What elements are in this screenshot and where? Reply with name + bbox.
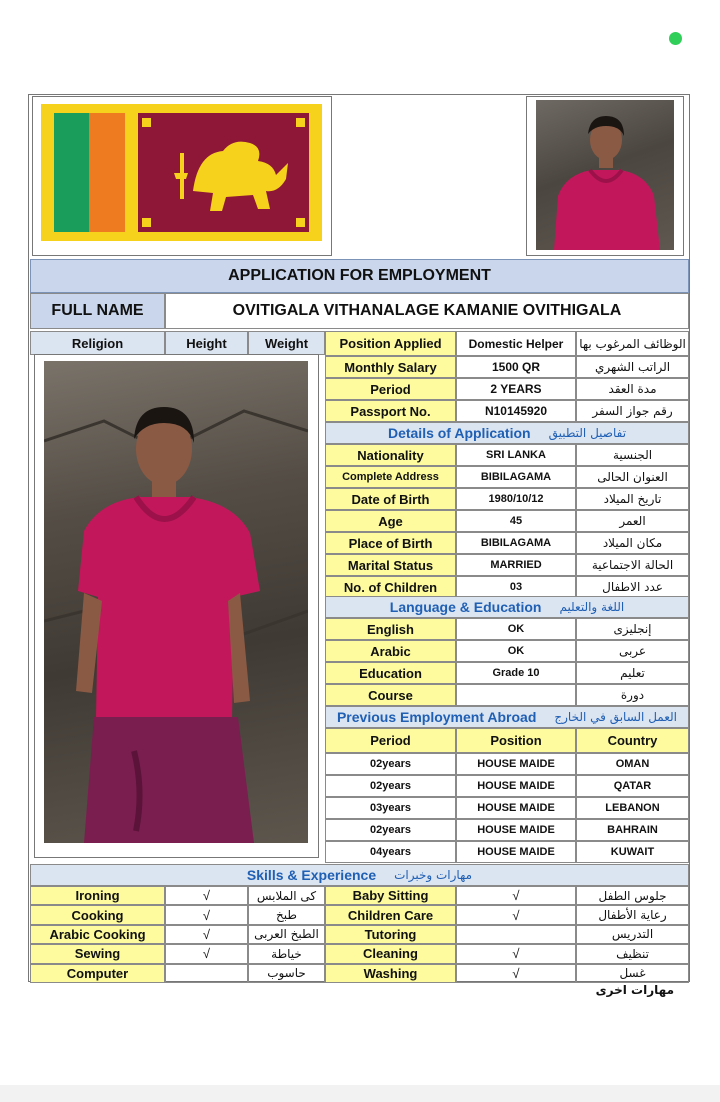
skill-checkmark: √	[456, 964, 576, 983]
skill-arabic: حاسوب	[248, 964, 325, 983]
applicant-photo-small	[536, 100, 674, 250]
application-arabic: مكان الميلاد	[576, 532, 689, 554]
skill-name: Children Care	[325, 905, 456, 924]
skill-checkmark: √	[165, 905, 248, 924]
weight-header: Weight	[248, 331, 325, 355]
skill-name: Washing	[325, 964, 456, 983]
height-header: Height	[165, 331, 248, 355]
skill-checkmark: √	[165, 886, 248, 905]
language-label: Course	[325, 684, 456, 706]
skill-checkmark	[456, 925, 576, 944]
application-value: MARRIED	[456, 554, 576, 576]
application-arabic: العنوان الحالى	[576, 466, 689, 488]
skill-checkmark: √	[165, 944, 248, 963]
details-value: 2 YEARS	[456, 378, 576, 400]
skill-name: Sewing	[30, 944, 165, 963]
skill-name: Computer	[30, 964, 165, 983]
skill-arabic: تنظيف	[576, 944, 689, 963]
sri-lanka-flag-icon	[41, 104, 322, 241]
other-skills-label: مهارات اخرى	[595, 983, 674, 997]
application-label: Nationality	[325, 444, 456, 466]
skill-name: Arabic Cooking	[30, 925, 165, 944]
skill-checkmark: √	[456, 944, 576, 963]
employment-country: QATAR	[576, 775, 689, 797]
skill-arabic: طبخ	[248, 905, 325, 924]
skill-checkmark: √	[456, 886, 576, 905]
form-title	[30, 259, 689, 293]
application-arabic: الحالة الاجتماعية	[576, 554, 689, 576]
language-arabic: تعليم	[576, 662, 689, 684]
employment-period: 03years	[325, 797, 456, 819]
skill-name: Baby Sitting	[325, 886, 456, 905]
employment-country: LEBANON	[576, 797, 689, 819]
details-label: Period	[325, 378, 456, 400]
employment-period: 02years	[325, 753, 456, 775]
employment-period: 02years	[325, 819, 456, 841]
application-value: 1980/10/12	[456, 488, 576, 510]
employment-position: HOUSE MAIDE	[456, 775, 576, 797]
details-label: Monthly Salary	[325, 356, 456, 378]
application-label: Complete Address	[325, 466, 456, 488]
skill-arabic: الطبخ العربى	[248, 925, 325, 944]
details-value: Domestic Helper	[456, 331, 576, 356]
skill-arabic: رعاية الأطفال	[576, 905, 689, 924]
skill-arabic: غسل	[576, 964, 689, 983]
language-arabic: إنجليزى	[576, 618, 689, 640]
application-value: SRI LANKA	[456, 444, 576, 466]
skill-name: Cooking	[30, 905, 165, 924]
skill-arabic: جلوس الطفل	[576, 886, 689, 905]
employment-period: 04years	[325, 841, 456, 863]
language-value: OK	[456, 618, 576, 640]
section-language: Language & Education اللغة والتعليم	[325, 596, 689, 618]
application-arabic: تاريخ الميلاد	[576, 488, 689, 510]
skill-arabic: التدريس	[576, 925, 689, 944]
employment-country: OMAN	[576, 753, 689, 775]
application-arabic: عدد الاطفال	[576, 576, 689, 598]
application-value: 03	[456, 576, 576, 598]
details-value: 1500 QR	[456, 356, 576, 378]
employment-country: KUWAIT	[576, 841, 689, 863]
skill-checkmark: √	[165, 925, 248, 944]
full-name-label: FULL NAME	[30, 293, 165, 329]
skill-checkmark	[165, 964, 248, 983]
employment-country: BAHRAIN	[576, 819, 689, 841]
application-label: Date of Birth	[325, 488, 456, 510]
application-label: Marital Status	[325, 554, 456, 576]
employment-header-position: Position	[456, 728, 576, 753]
application-value: BIBILAGAMA	[456, 532, 576, 554]
skill-arabic: خياطة	[248, 944, 325, 963]
language-label: Arabic	[325, 640, 456, 662]
skill-name: Cleaning	[325, 944, 456, 963]
bottom-bar	[0, 1085, 720, 1102]
application-value: 45	[456, 510, 576, 532]
language-value: OK	[456, 640, 576, 662]
employment-header-period: Period	[325, 728, 456, 753]
form-title-text: APPLICATION FOR EMPLOYMENT	[228, 267, 491, 284]
language-arabic: عربى	[576, 640, 689, 662]
employment-position: HOUSE MAIDE	[456, 819, 576, 841]
details-arabic: مدة العقد	[576, 378, 689, 400]
details-label: Position Applied	[325, 331, 456, 356]
employment-header-country: Country	[576, 728, 689, 753]
status-indicator	[669, 32, 682, 45]
employment-position: HOUSE MAIDE	[456, 753, 576, 775]
skill-name: Tutoring	[325, 925, 456, 944]
section-application: Details of Application تفاصيل التطبيق	[325, 422, 689, 444]
details-arabic: الراتب الشهري	[576, 356, 689, 378]
details-value: N10145920	[456, 400, 576, 422]
language-label: English	[325, 618, 456, 640]
details-arabic: الوظائف المرغوب بها	[576, 331, 689, 356]
employment-position: HOUSE MAIDE	[456, 841, 576, 863]
application-arabic: الجنسية	[576, 444, 689, 466]
language-value: Grade 10	[456, 662, 576, 684]
skill-checkmark: √	[456, 905, 576, 924]
skill-arabic: كى الملابس	[248, 886, 325, 905]
section-skills: Skills & Experience مهارات وخبرات	[30, 864, 689, 886]
employment-position: HOUSE MAIDE	[456, 797, 576, 819]
application-label: Age	[325, 510, 456, 532]
application-label: Place of Birth	[325, 532, 456, 554]
language-label: Education	[325, 662, 456, 684]
application-label: No. of Children	[325, 576, 456, 598]
application-arabic: العمر	[576, 510, 689, 532]
applicant-photo-large	[44, 361, 308, 843]
application-value: BIBILAGAMA	[456, 466, 576, 488]
full-name-value: OVITIGALA VITHANALAGE KAMANIE OVITHIGALA	[165, 293, 689, 329]
details-label: Passport No.	[325, 400, 456, 422]
employment-period: 02years	[325, 775, 456, 797]
religion-header: Religion	[30, 331, 165, 355]
skill-name: Ironing	[30, 886, 165, 905]
language-value	[456, 684, 576, 706]
section-employment: Previous Employment Abroad العمل السابق في الخارج	[325, 706, 689, 728]
details-arabic: رقم جواز السفر	[576, 400, 689, 422]
language-arabic: دورة	[576, 684, 689, 706]
